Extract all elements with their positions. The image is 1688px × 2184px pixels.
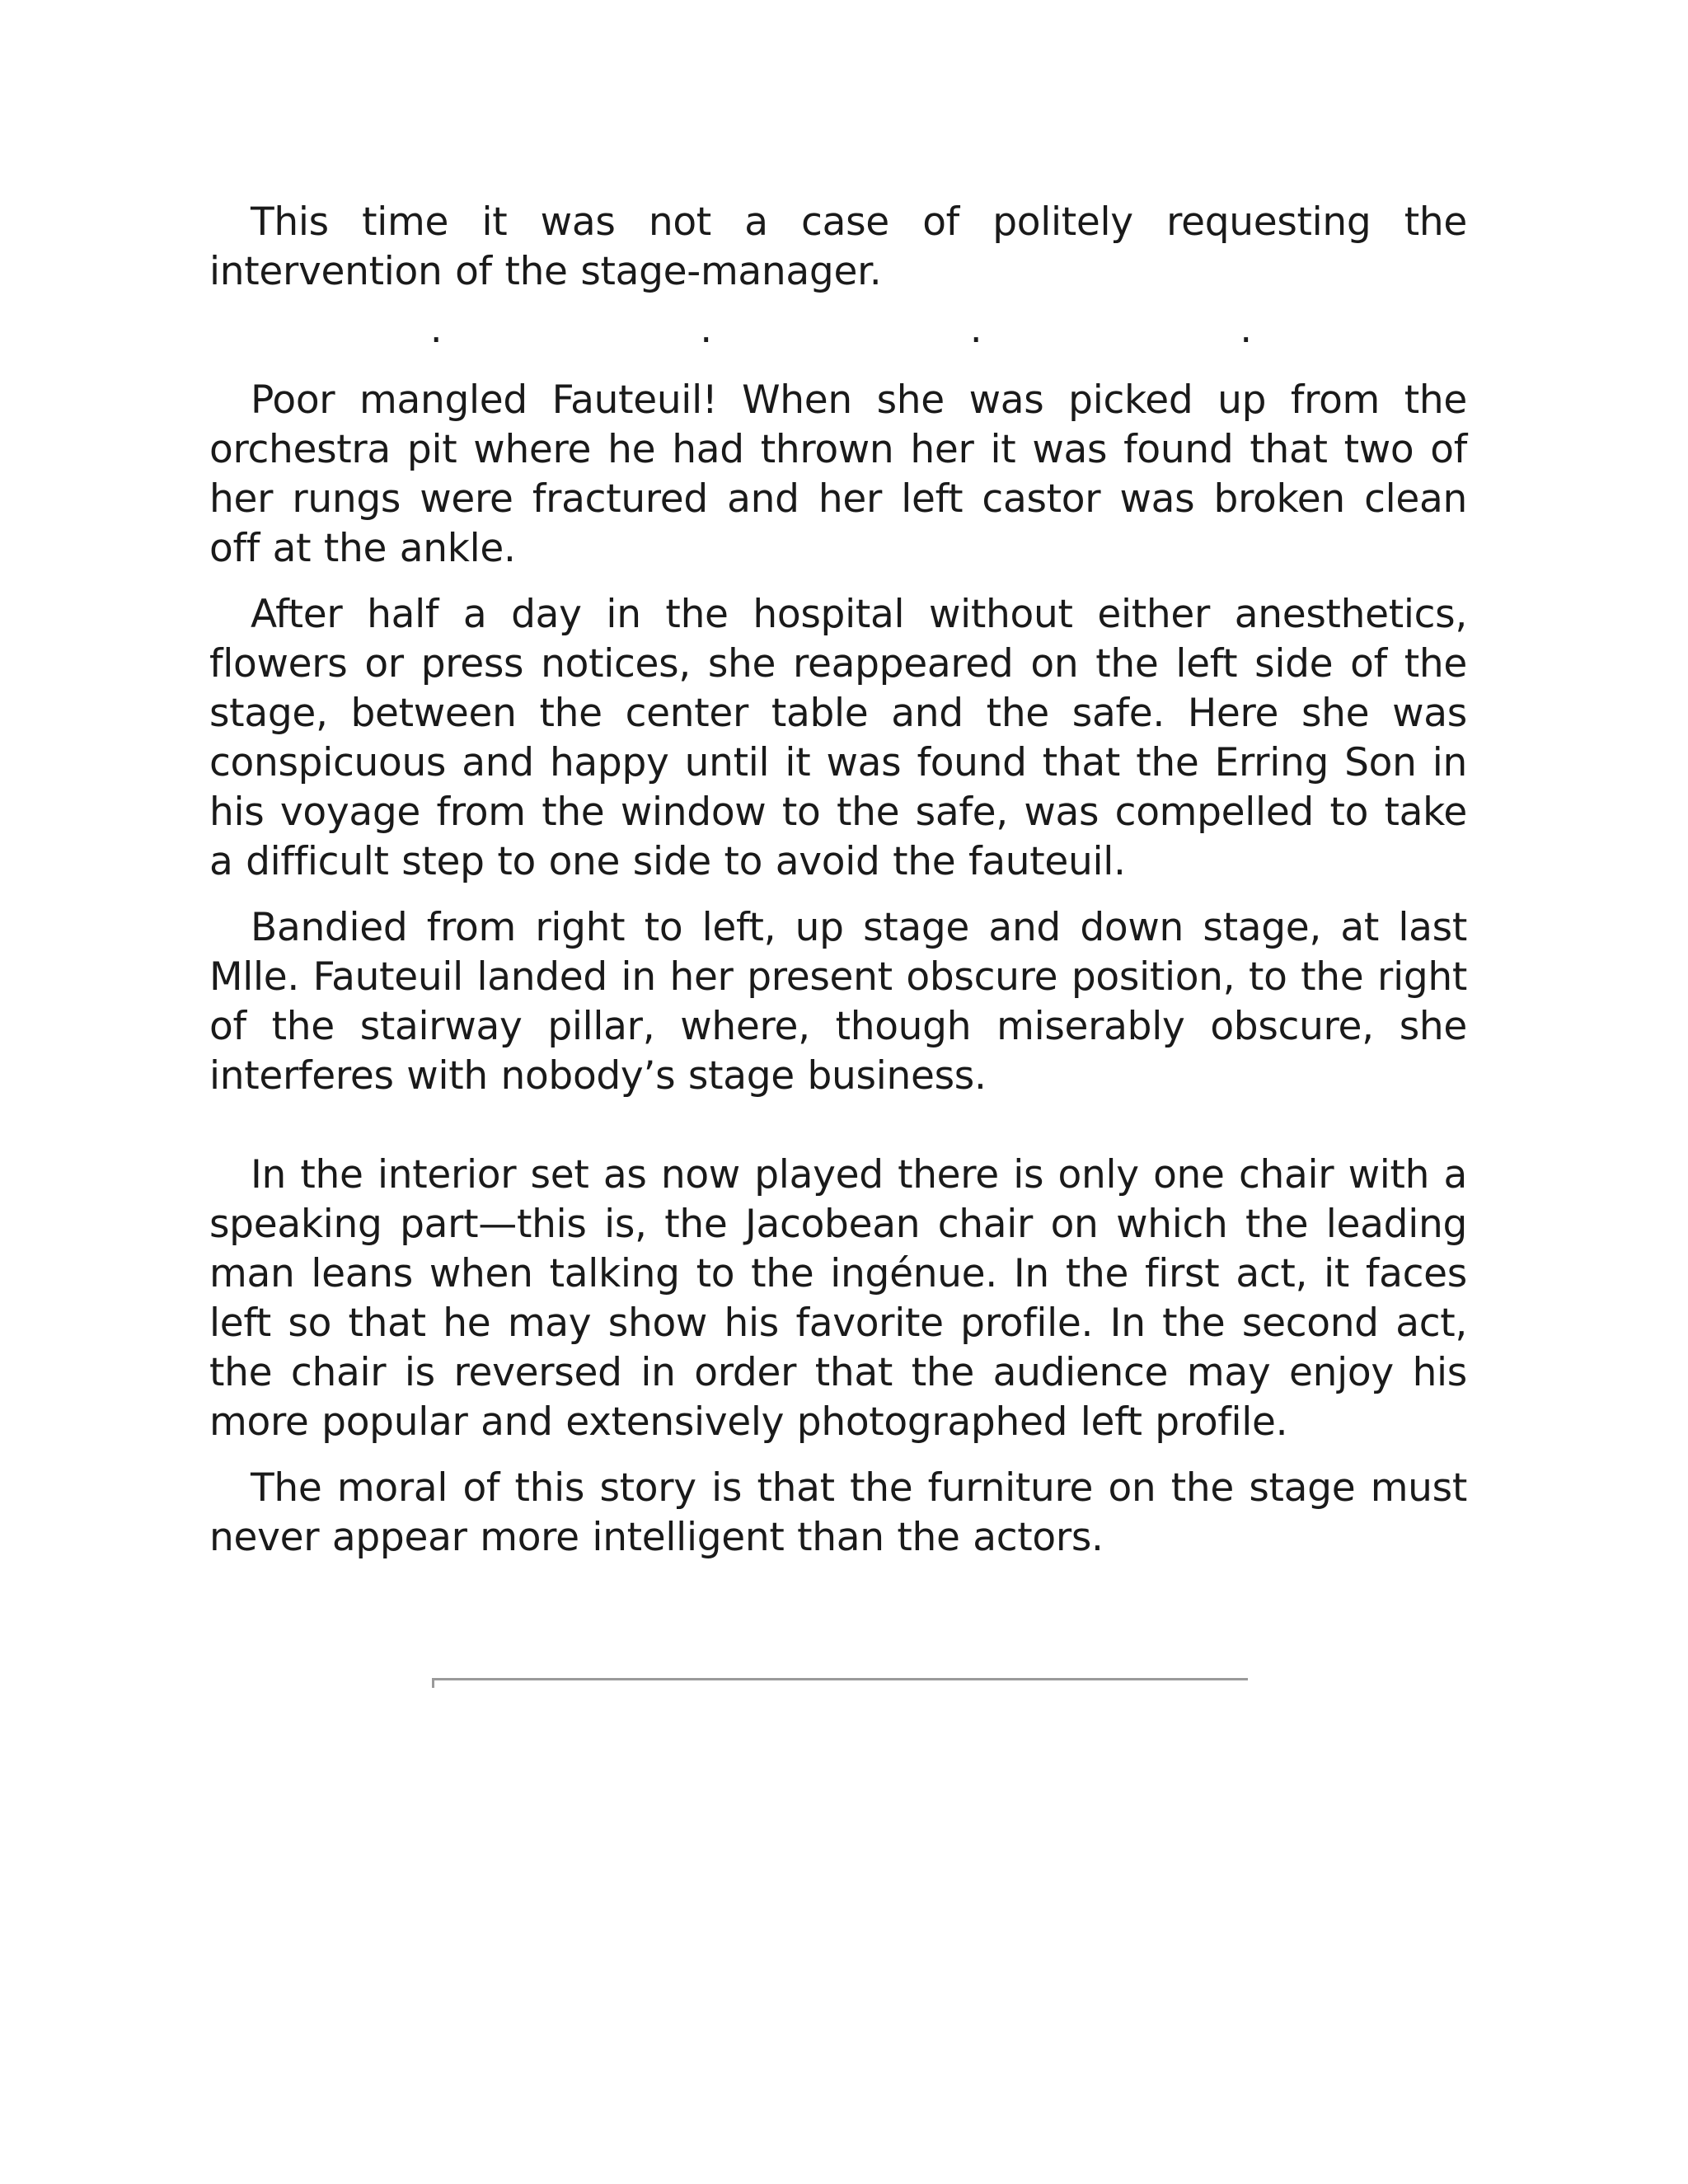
separator-dot: .: [969, 307, 982, 352]
section-separator-dots: [209, 307, 1467, 363]
paragraph-interior-set: In the interior set as now played there is only one chair with a speaking part—this is, the Jacobean chair on which the leading man leans when talking to the ingénue. In the first act, it faces left so that he may show his favorite profile. In the second act, the chair is reversed in order that the audience may enjoy his more popular and extensively photographed left profile.: [209, 1152, 1467, 1445]
section-spacer: [209, 1118, 1467, 1151]
separator-dot: .: [700, 307, 713, 352]
paragraph-bandied: Bandied from right to left, up stage and down stage, at last Mlle. Fauteuil landed in her present obscure position, to the right of the stairway pillar, where, though miserably obscure, she interferes with nobody’s stage business.: [209, 905, 1467, 1099]
separator-dot: .: [429, 307, 443, 352]
paragraph-intervention: This time it was not a case of politely requesting the intervention of the stage-manager.: [209, 199, 1467, 294]
paragraph-mangled-fauteuil: Poor mangled Fauteuil! When she was picked up from the orchestra pit where he had thrown her it was found that two of her rungs were fractured and her left castor was broken clean off at the ankle.: [209, 377, 1467, 571]
paragraph-moral: The moral of this story is that the furniture on the stage must never appear more intelligent than the actors.: [209, 1465, 1467, 1560]
section-end-rule: [432, 1678, 1248, 1680]
separator-dot: .: [1240, 307, 1253, 352]
paragraph-hospital: After half a day in the hospital without either anesthetics, flowers or press notices, she reappeared on the left side of the stage, between the center table and the safe. Here she was conspicuous and happy until it was found that the Erring Son in his voyage from the window to the safe, was compelled to take a difficult step to one side to avoid the fauteuil.: [209, 592, 1467, 884]
document-page: [209, 198, 1467, 1579]
